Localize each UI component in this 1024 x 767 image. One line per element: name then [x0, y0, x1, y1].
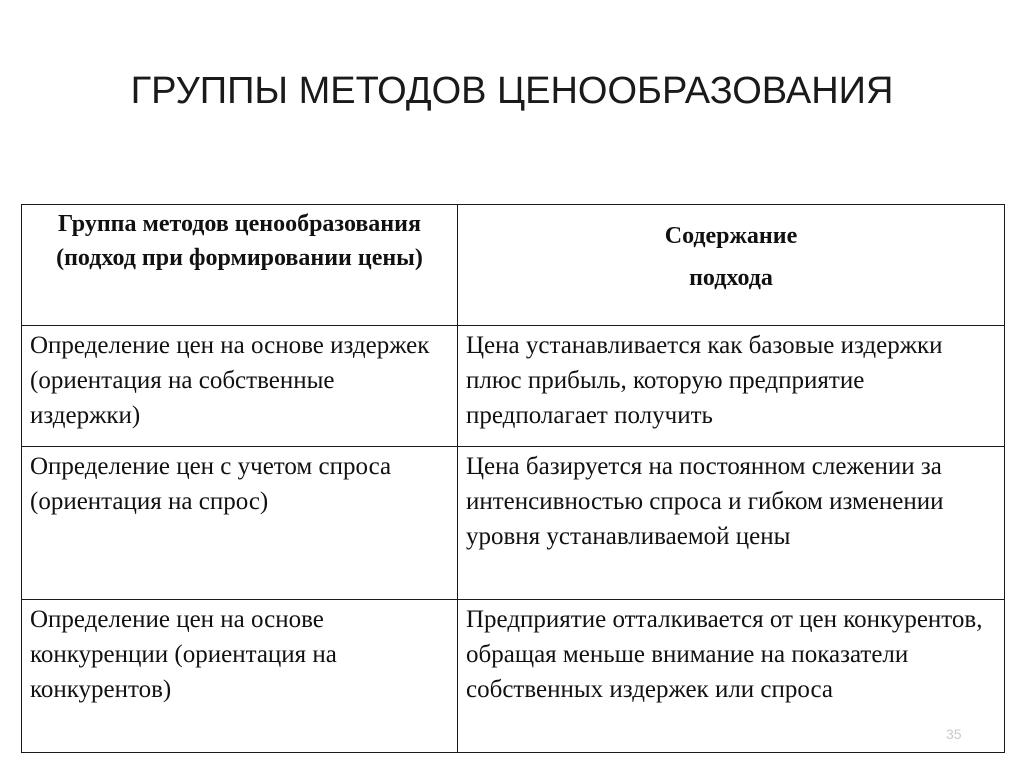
- header-approach-content-line2: подхода: [689, 265, 773, 291]
- header-method-group: Группа методов ценообразования (подход при формировании цены): [22, 205, 458, 326]
- approach-content-cell: Предприятие отталкивается от цен конкурентов, обращая меньше внимание на показатели собственных издержек или спроса: [458, 600, 1005, 753]
- header-approach-content-line1: Содержание: [664, 223, 798, 249]
- table-row: [22, 447, 1005, 600]
- page-number: 35: [946, 726, 962, 742]
- method-group-cell: Определение цен с учетом спроса (ориентация на спрос): [22, 447, 458, 600]
- table-header-row: [22, 205, 1005, 326]
- approach-content-cell: Цена устанавливается как базовые издержки плюс прибыль, которую предприятие предполагает получить: [458, 326, 1005, 447]
- slide-title: ГРУППЫ МЕТОДОВ ЦЕНООБРАЗОВАНИЯ: [130, 70, 894, 112]
- table-row: [22, 326, 1005, 447]
- table-row: [22, 600, 1005, 753]
- header-approach-content: [458, 205, 1005, 326]
- method-group-cell: Определение цен на основе издержек (ориентация на собственные издержки): [22, 326, 458, 447]
- method-group-cell: Определение цен на основе конкуренции (ориентация на конкурентов): [22, 600, 458, 753]
- pricing-methods-table: [21, 204, 1005, 753]
- approach-content-cell: Цена базируется на постоянном слежении за интенсивностью спроса и гибком изменении уровня устанавливаемой цены: [458, 447, 1005, 600]
